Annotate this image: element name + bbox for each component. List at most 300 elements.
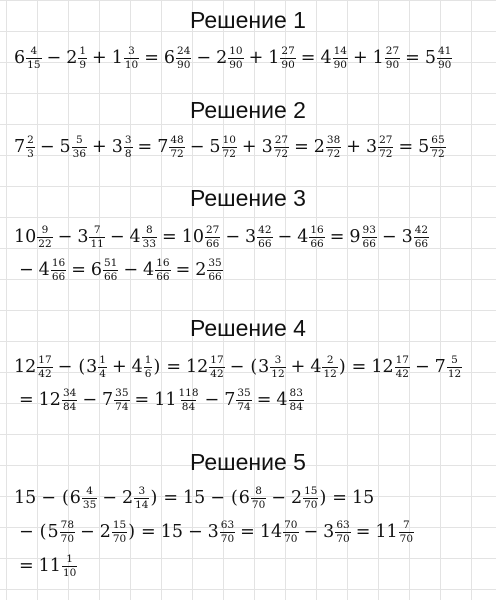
operator: = (163, 488, 178, 508)
operator: − (187, 522, 203, 542)
fraction (37, 225, 52, 250)
operator: = (405, 48, 420, 68)
numerator: 24 (177, 44, 191, 57)
whole-part: 2 (99, 522, 111, 542)
fraction (251, 486, 266, 511)
whole-part: 3 (77, 227, 89, 247)
mixed-number (258, 355, 286, 380)
fraction (37, 355, 52, 380)
numerator: 8 (255, 484, 262, 497)
numerator: 4 (86, 484, 93, 497)
whole-part: 3 (111, 137, 123, 157)
whole-part: 9 (349, 227, 361, 247)
parenthesis: ( (250, 357, 258, 377)
fraction (362, 225, 377, 250)
operator: − (41, 488, 56, 508)
operator: − (271, 488, 286, 508)
denominator: 72 (431, 147, 445, 160)
operator: = (166, 357, 181, 377)
parenthesis: ( (230, 488, 238, 508)
mixed-number (310, 355, 338, 380)
fraction (447, 355, 462, 380)
denominator: 12 (323, 367, 337, 380)
fraction (26, 46, 41, 71)
denominator: 84 (181, 400, 196, 413)
fraction (220, 520, 235, 545)
mixed-number (164, 46, 192, 71)
fraction (430, 135, 445, 160)
denominator: 3 (27, 147, 34, 160)
whole-part: 1 (268, 48, 280, 68)
fraction (112, 520, 127, 545)
whole-part: 3 (258, 357, 270, 377)
denominator: 66 (362, 237, 376, 250)
numerator: 1 (66, 552, 73, 565)
mixed-number (39, 554, 78, 579)
solution-1-line-1 (14, 38, 452, 78)
numerator: 16 (156, 256, 170, 269)
whole-part: 4 (131, 357, 143, 377)
fraction (60, 520, 75, 545)
mixed-number (371, 355, 410, 380)
denominator: 35 (82, 498, 97, 511)
whole-part: 10 (14, 227, 37, 247)
whole-part: 2 (313, 137, 325, 157)
numerator: 17 (210, 353, 224, 366)
solution-2-line-1 (14, 127, 446, 167)
fraction (114, 388, 129, 413)
numerator: 42 (258, 223, 272, 236)
denominator: 70 (399, 532, 414, 545)
numerator: 15 (304, 484, 318, 497)
mixed-number (122, 486, 150, 511)
numerator: 27 (379, 133, 393, 146)
denominator: 12 (447, 367, 462, 380)
solution-4-line-2 (14, 380, 304, 420)
whole-part: 3 (401, 227, 413, 247)
whole-part: 1 (111, 48, 123, 68)
operator: − (123, 260, 139, 280)
mixed-number (66, 46, 87, 71)
mixed-number (262, 135, 290, 160)
fraction (103, 258, 118, 283)
numerator: 65 (431, 133, 445, 146)
denominator: 72 (170, 147, 184, 160)
mixed-number (373, 46, 401, 71)
mixed-number (425, 46, 453, 71)
fraction (89, 225, 104, 250)
numerator: 17 (395, 353, 409, 366)
denominator: 84 (289, 400, 303, 413)
whole-part: 2 (66, 48, 78, 68)
fraction (257, 225, 272, 250)
mixed-number (182, 225, 221, 250)
fraction (274, 135, 289, 160)
whole-part: 6 (14, 48, 26, 68)
whole-part: 6 (90, 260, 102, 280)
operator: − (210, 488, 225, 508)
number: 15 (160, 522, 183, 542)
whole-part: 5 (47, 522, 59, 542)
operator: = (351, 357, 367, 377)
fraction (169, 135, 184, 160)
mixed-number (314, 135, 342, 160)
numerator: 27 (205, 223, 220, 236)
mixed-number (112, 46, 140, 71)
denominator: 90 (177, 58, 191, 71)
fraction (62, 554, 77, 579)
whole-part: 7 (14, 137, 26, 157)
denominator: 66 (414, 237, 429, 250)
whole-part: 4 (143, 260, 155, 280)
parenthesis: ( (61, 488, 69, 508)
denominator: 4 (99, 367, 106, 380)
fraction (78, 46, 87, 71)
mixed-number (245, 225, 273, 250)
denominator: 90 (229, 58, 243, 71)
denominator: 70 (304, 498, 318, 511)
denominator: 70 (284, 532, 298, 545)
whole-part: 11 (154, 390, 177, 410)
whole-part: 3 (323, 522, 335, 542)
whole-part: 3 (207, 522, 219, 542)
denominator: 72 (379, 147, 393, 160)
whole-part: 6 (69, 488, 81, 508)
operator: = (175, 260, 191, 280)
denominator: 66 (258, 237, 272, 250)
denominator: 72 (274, 147, 289, 160)
fraction (326, 135, 341, 160)
whole-part: 12 (14, 357, 37, 377)
operator: − (381, 227, 397, 247)
mixed-number (268, 46, 296, 71)
denominator: 70 (112, 532, 127, 545)
whole-part: 3 (86, 357, 98, 377)
number: 15 (182, 488, 206, 508)
whole-part: 2 (290, 488, 303, 508)
whole-part: 14 (259, 522, 283, 542)
fraction (385, 46, 400, 71)
parenthesis: ) (319, 488, 327, 508)
numerator: 8 (146, 223, 153, 236)
mixed-number (320, 46, 348, 71)
operator: = (256, 390, 272, 410)
mixed-number (239, 486, 267, 511)
mixed-number (323, 520, 351, 545)
numerator: 4 (30, 44, 38, 57)
denominator: 66 (310, 237, 324, 250)
operator: − (229, 357, 245, 377)
mixed-number (186, 355, 225, 380)
numerator: 3 (274, 353, 282, 366)
operator: − (57, 357, 73, 377)
denominator: 90 (333, 58, 347, 71)
denominator: 84 (62, 400, 77, 413)
operator: − (189, 137, 205, 157)
numerator: 48 (170, 133, 184, 146)
mixed-number (60, 135, 88, 160)
denominator: 90 (281, 58, 295, 71)
denominator: 66 (156, 270, 170, 283)
denominator: 66 (104, 270, 118, 283)
denominator: 90 (385, 58, 400, 71)
mixed-number (375, 520, 414, 545)
mixed-number (77, 225, 105, 250)
numerator: 27 (385, 44, 400, 57)
operator: = (19, 556, 34, 576)
whole-part: 2 (195, 260, 207, 280)
whole-part: 7 (434, 357, 446, 377)
fraction (62, 388, 77, 413)
denominator: 14 (135, 498, 149, 511)
operator: + (290, 357, 306, 377)
whole-part: 7 (102, 390, 114, 410)
numerator: 78 (60, 518, 75, 531)
fraction (280, 46, 295, 71)
whole-part: 4 (310, 357, 322, 377)
mixed-number (132, 355, 153, 380)
denominator: 10 (124, 58, 139, 71)
denominator: 42 (38, 367, 52, 380)
mixed-number (195, 258, 223, 283)
fraction (414, 225, 429, 250)
fraction (176, 46, 191, 71)
mixed-number (14, 225, 53, 250)
denominator: 22 (38, 237, 52, 250)
fraction (205, 225, 220, 250)
operator: − (204, 390, 220, 410)
fraction (124, 135, 133, 160)
mixed-number (418, 135, 446, 160)
denominator: 90 (437, 58, 452, 71)
solution-1-title: Решение 1 (190, 7, 306, 33)
numerator: 63 (336, 518, 350, 531)
fraction (144, 355, 153, 380)
operator: + (352, 48, 368, 68)
numerator: 42 (414, 223, 429, 236)
operator: − (82, 390, 97, 410)
denominator: 70 (336, 532, 350, 545)
fraction (378, 135, 393, 160)
numerator: 14 (333, 44, 347, 57)
operator: − (57, 227, 73, 247)
numerator: 5 (451, 353, 458, 366)
mixed-number (39, 258, 67, 283)
mixed-number (130, 225, 158, 250)
operator: = (355, 522, 371, 542)
fraction (333, 46, 348, 71)
denominator: 9 (79, 58, 87, 71)
operator: − (415, 357, 430, 377)
denominator: 70 (220, 532, 235, 545)
denominator: 42 (210, 367, 224, 380)
numerator: 7 (93, 223, 101, 236)
denominator: 15 (27, 58, 41, 71)
numerator: 5 (75, 133, 83, 146)
fraction (26, 135, 35, 160)
mixed-number (39, 388, 78, 413)
whole-part: 5 (59, 137, 71, 157)
numerator: 27 (274, 133, 289, 146)
numerator: 7 (402, 518, 410, 531)
operator: = (240, 522, 255, 542)
solution-4-title: Решение 4 (190, 315, 306, 341)
numerator: 93 (362, 223, 376, 236)
operator: − (46, 48, 62, 68)
mixed-number (157, 135, 185, 160)
solution-3-line-2 (14, 250, 223, 290)
mixed-number (154, 388, 199, 413)
operator: = (300, 48, 316, 68)
numerator: 27 (281, 44, 295, 57)
whole-part: 3 (261, 137, 273, 157)
mixed-number (291, 486, 319, 511)
fraction (395, 355, 410, 380)
fraction (98, 355, 107, 380)
mixed-number (216, 46, 244, 71)
denominator: 6 (144, 367, 152, 380)
operator: − (102, 488, 117, 508)
whole-part: 6 (163, 48, 176, 68)
numerator: 17 (38, 353, 52, 366)
whole-part: 12 (185, 357, 209, 377)
whole-part: 4 (297, 227, 309, 247)
fraction (155, 258, 170, 283)
mixed-number (14, 135, 35, 160)
whole-part: 5 (418, 137, 430, 157)
numerator: 83 (289, 386, 303, 399)
fraction (289, 388, 304, 413)
whole-part: 11 (38, 556, 61, 576)
operator: = (398, 137, 414, 157)
numerator: 35 (208, 256, 222, 269)
fraction (228, 46, 243, 71)
numerator: 3 (138, 484, 146, 497)
denominator: 66 (51, 270, 66, 283)
denominator: 12 (271, 367, 285, 380)
whole-part: 4 (129, 227, 141, 247)
mixed-number (260, 520, 299, 545)
denominator: 11 (90, 237, 104, 250)
operator: = (137, 137, 153, 157)
whole-part: 2 (121, 488, 134, 508)
whole-part: 4 (320, 48, 332, 68)
fraction (283, 520, 298, 545)
numerator: 70 (284, 518, 298, 531)
numerator: 10 (222, 133, 236, 146)
fraction (303, 486, 318, 511)
fraction (399, 520, 414, 545)
numerator: 1 (144, 353, 152, 366)
fraction (322, 355, 337, 380)
operator: − (303, 522, 319, 542)
operator: − (277, 227, 293, 247)
denominator: 33 (142, 237, 157, 250)
mixed-number (14, 46, 42, 71)
mixed-number (224, 388, 252, 413)
whole-part: 12 (38, 390, 61, 410)
operator: = (141, 522, 156, 542)
operator: = (162, 227, 177, 247)
operator: − (109, 227, 125, 247)
solution-2-title: Решение 2 (190, 97, 306, 123)
mixed-number (102, 388, 130, 413)
whole-part: 2 (216, 48, 228, 68)
whole-part: 1 (372, 48, 384, 68)
solution-5-title: Решение 5 (190, 449, 306, 475)
fraction (82, 486, 97, 511)
numerator: 35 (237, 386, 251, 399)
mixed-number (100, 520, 128, 545)
numerator: 34 (62, 386, 77, 399)
operator: = (332, 488, 347, 508)
fraction (309, 225, 324, 250)
fraction (72, 135, 87, 160)
fraction (335, 520, 350, 545)
operator: = (144, 48, 159, 68)
mixed-number (276, 388, 304, 413)
mixed-number (366, 135, 394, 160)
denominator: 74 (115, 400, 129, 413)
whole-part: 5 (424, 48, 436, 68)
numerator: 3 (124, 133, 132, 146)
numerator: 9 (41, 223, 49, 236)
parenthesis: ) (153, 357, 161, 377)
numerator: 16 (51, 256, 66, 269)
mixed-number (297, 225, 325, 250)
fraction (437, 46, 452, 71)
numerator: 51 (104, 256, 118, 269)
fraction (134, 486, 149, 511)
whole-part: 3 (365, 137, 378, 157)
mixed-number (112, 135, 133, 160)
whole-part: 7 (224, 390, 236, 410)
operator: + (248, 48, 264, 68)
mixed-number (349, 225, 377, 250)
whole-part: 10 (181, 227, 204, 247)
fraction (51, 258, 66, 283)
denominator: 70 (60, 532, 75, 545)
denominator: 72 (326, 147, 341, 160)
parenthesis: ) (150, 488, 158, 508)
operator: = (329, 227, 345, 247)
denominator: 36 (72, 147, 87, 160)
numerator: 41 (437, 44, 452, 57)
denominator: 8 (124, 147, 132, 160)
fraction (177, 388, 199, 413)
numerator: 38 (326, 133, 341, 146)
solution-5-line-3 (14, 546, 77, 586)
numerator: 2 (326, 353, 334, 366)
mixed-number (209, 135, 237, 160)
operator: − (196, 48, 212, 68)
denominator: 10 (62, 566, 77, 579)
numerator: 3 (128, 44, 135, 57)
denominator: 66 (208, 270, 222, 283)
operator: + (92, 48, 107, 68)
numerator: 63 (220, 518, 235, 531)
numerator: 118 (178, 386, 199, 399)
whole-part: 11 (375, 522, 398, 542)
operator: = (294, 137, 309, 157)
denominator: 70 (251, 498, 266, 511)
fraction (124, 46, 139, 71)
denominator: 74 (237, 400, 251, 413)
whole-part: 7 (157, 137, 169, 157)
mixed-number (143, 258, 171, 283)
operator: − (39, 137, 55, 157)
operator: + (241, 137, 257, 157)
